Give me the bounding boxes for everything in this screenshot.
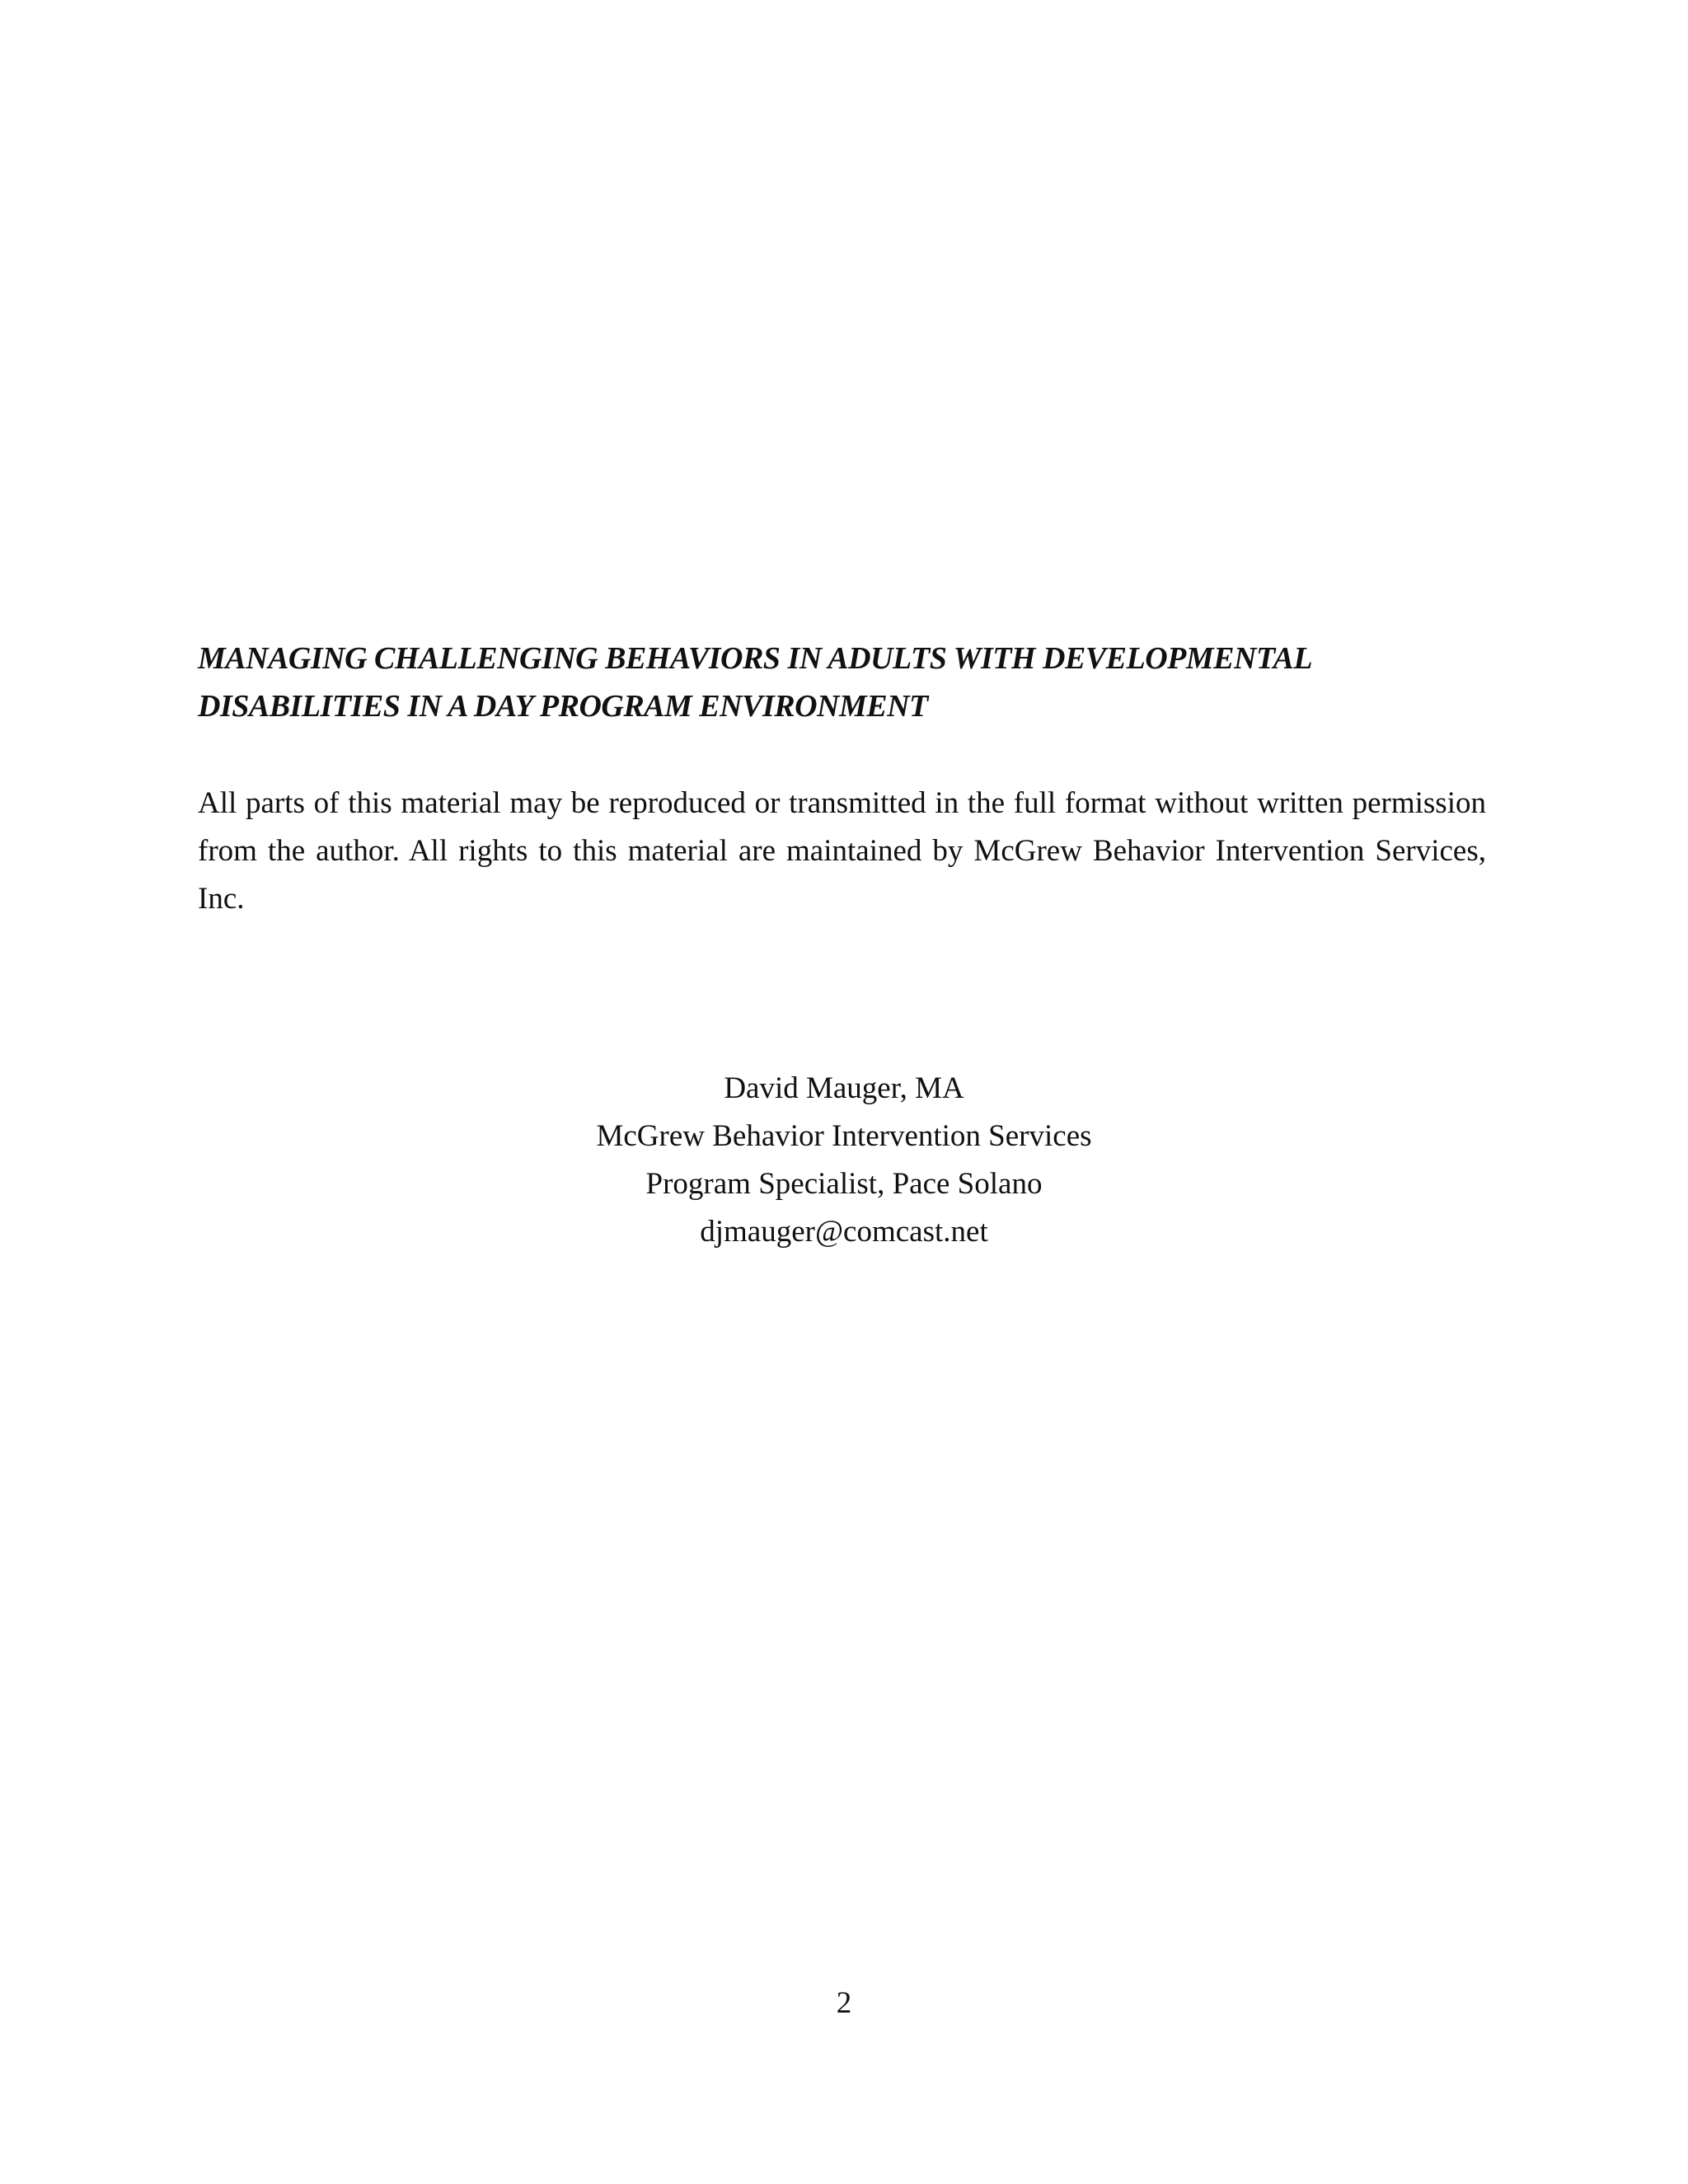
author-email: djmauger@comcast.net [700,1215,988,1249]
document-title [198,635,1500,730]
author-organization: McGrew Behavior Intervention Services [596,1119,1092,1153]
title-line-2: DISABILITIES IN A DAY PROGRAM ENVIRONMENT [198,689,928,724]
author-block [0,1065,1688,1256]
author-name: David Mauger, MA [724,1071,964,1105]
copyright-notice: All parts of this material may be reproduced or transmitted in the full format without written permission from the author. All rights to this material are maintained by McGrew Behavior Intervention Services, Inc. [198,786,1486,916]
page-number: 2 [836,1986,852,2020]
author-position: Program Specialist, Pace Solano [645,1167,1043,1201]
title-line-1: MANAGING CHALLENGING BEHAVIORS IN ADULTS WITH DEVELOPMENTAL [198,641,1313,676]
